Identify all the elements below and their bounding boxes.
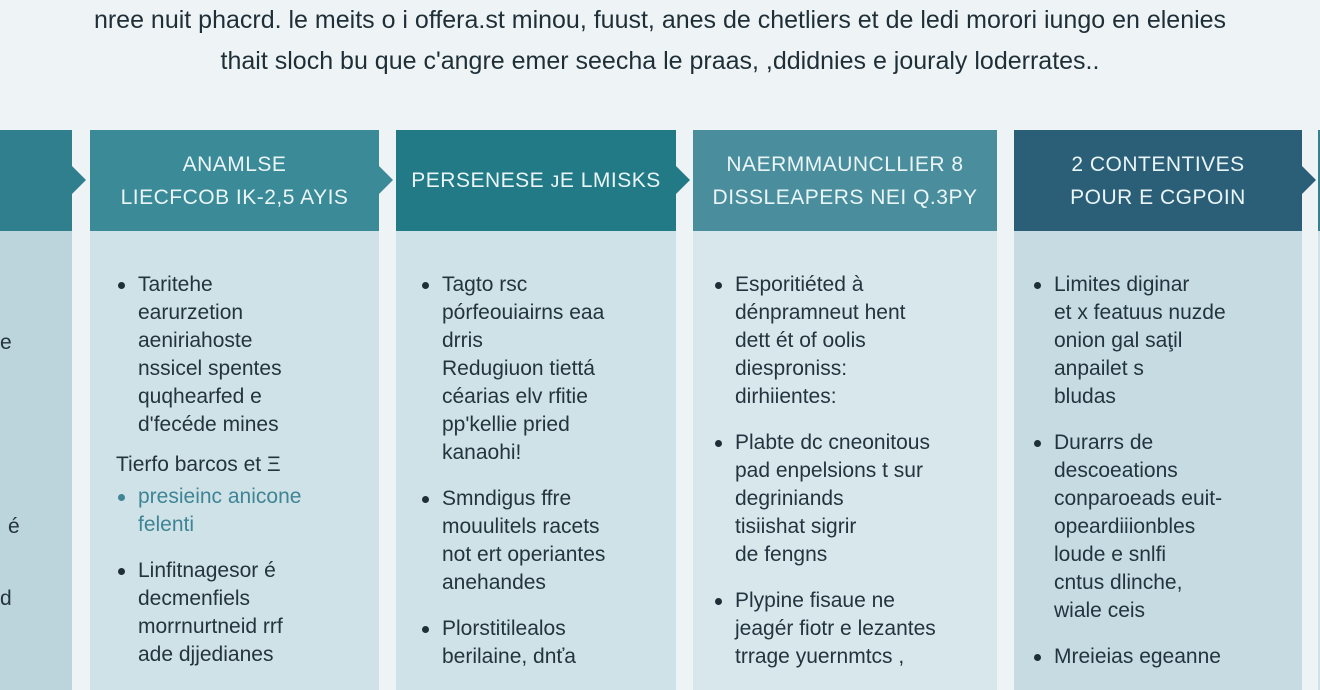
column-0 <box>0 130 72 690</box>
column-3-body <box>693 231 997 690</box>
column-3 <box>693 130 997 690</box>
column-4 <box>1014 130 1302 690</box>
column-3-title-line-1: NAERMMAUNCLLIER 8 <box>726 152 964 176</box>
column-0-body <box>0 231 72 690</box>
column-4-list <box>1032 271 1302 671</box>
list-item: Plabte dc cneonitous pad enpelsions t sur degriniands tisiishat sigrir de fengns <box>713 429 997 569</box>
column-4-header <box>1014 130 1302 231</box>
arrow-icon <box>676 166 690 194</box>
list-item: Esporitiéted à dénpramneut hent dett ét of oolis diesproniss: dirhiientes: <box>713 271 997 411</box>
list-item: Limites diginar et x featuus nuzde onion gal saţil anpailet s bludas <box>1032 271 1302 411</box>
arrow-icon <box>1302 166 1316 194</box>
list-item: Durarrs de descoeations conparoeads euit- opeardiiionbles loude e snlfi cntus dlinche, wiale ceis <box>1032 429 1302 625</box>
list-item: Mreieias egeanne <box>1032 643 1302 671</box>
intro-line-1: nree nuit phacrd. le meits o i offera.st minou, fuust, anes de chetliers et de ledi morori iungo en elenies <box>93 6 1227 34</box>
column-2 <box>396 130 676 690</box>
column-2-header <box>396 130 676 231</box>
column-3-title-line-2: DISSLEAPERS NEI Q.3PY <box>712 185 978 209</box>
list-item: Tagto rsc pórfeouiairns eaa drris Redugiuon tiettá céarias elv rfitie pp'kellie pried kanaohi! <box>420 271 676 467</box>
column-1-title-line-1: ANAMLSE <box>182 152 287 176</box>
column-1-title-line-2: LIECFCOB IK-2,5 AYIS <box>120 185 349 209</box>
column-2-list <box>420 271 676 671</box>
column-1 <box>90 130 379 690</box>
column-0-fragment: e <box>0 331 12 354</box>
intro-text <box>0 0 1320 82</box>
arrow-icon <box>379 166 393 194</box>
column-0-fragment: d <box>0 587 12 610</box>
intro-line-2: thait sloch bu que c'angre emer seecha le praas, ,ddidnies e jouraly loderrates.. <box>220 47 1100 75</box>
list-item: Taritehe earurzetion aeniriahoste nssicel spentes quqhearfed e d'fecéde mines <box>116 271 379 439</box>
list-item: Smndigus ffre mouulitels racets not ert operiantes anehandes <box>420 485 676 597</box>
column-0-header <box>0 130 72 231</box>
list-item: presieinc anicone felenti <box>116 483 379 539</box>
column-4-title-line-2: POUR E CGPOIN <box>1070 185 1246 209</box>
column-4-body <box>1014 231 1302 690</box>
column-1-list <box>116 271 379 669</box>
column-4-title-line-1: 2 CONTENTIVES <box>1071 152 1245 176</box>
column-3-header <box>693 130 997 231</box>
list-item: Plorstitilealos berilaine, dnťa <box>420 615 676 671</box>
column-1-body <box>90 231 379 690</box>
column-3-list <box>713 271 997 671</box>
list-item: Plypine fisaue ne jeagér fiotr e lezantes trrage yuernmtcs , <box>713 587 997 671</box>
column-2-body <box>396 231 676 690</box>
column-1-header <box>90 130 379 231</box>
arrow-icon <box>72 166 86 194</box>
column-0-fragment: é <box>8 515 20 538</box>
list-item: Tierfo barcos et Ξ <box>116 453 281 476</box>
list-item: Linfitnagesor é decmenfiels morrnurtneid rrf ade djjedianes <box>116 557 379 669</box>
column-2-title-line-1: PERSENESE ᴊE LMISKS <box>411 169 661 192</box>
